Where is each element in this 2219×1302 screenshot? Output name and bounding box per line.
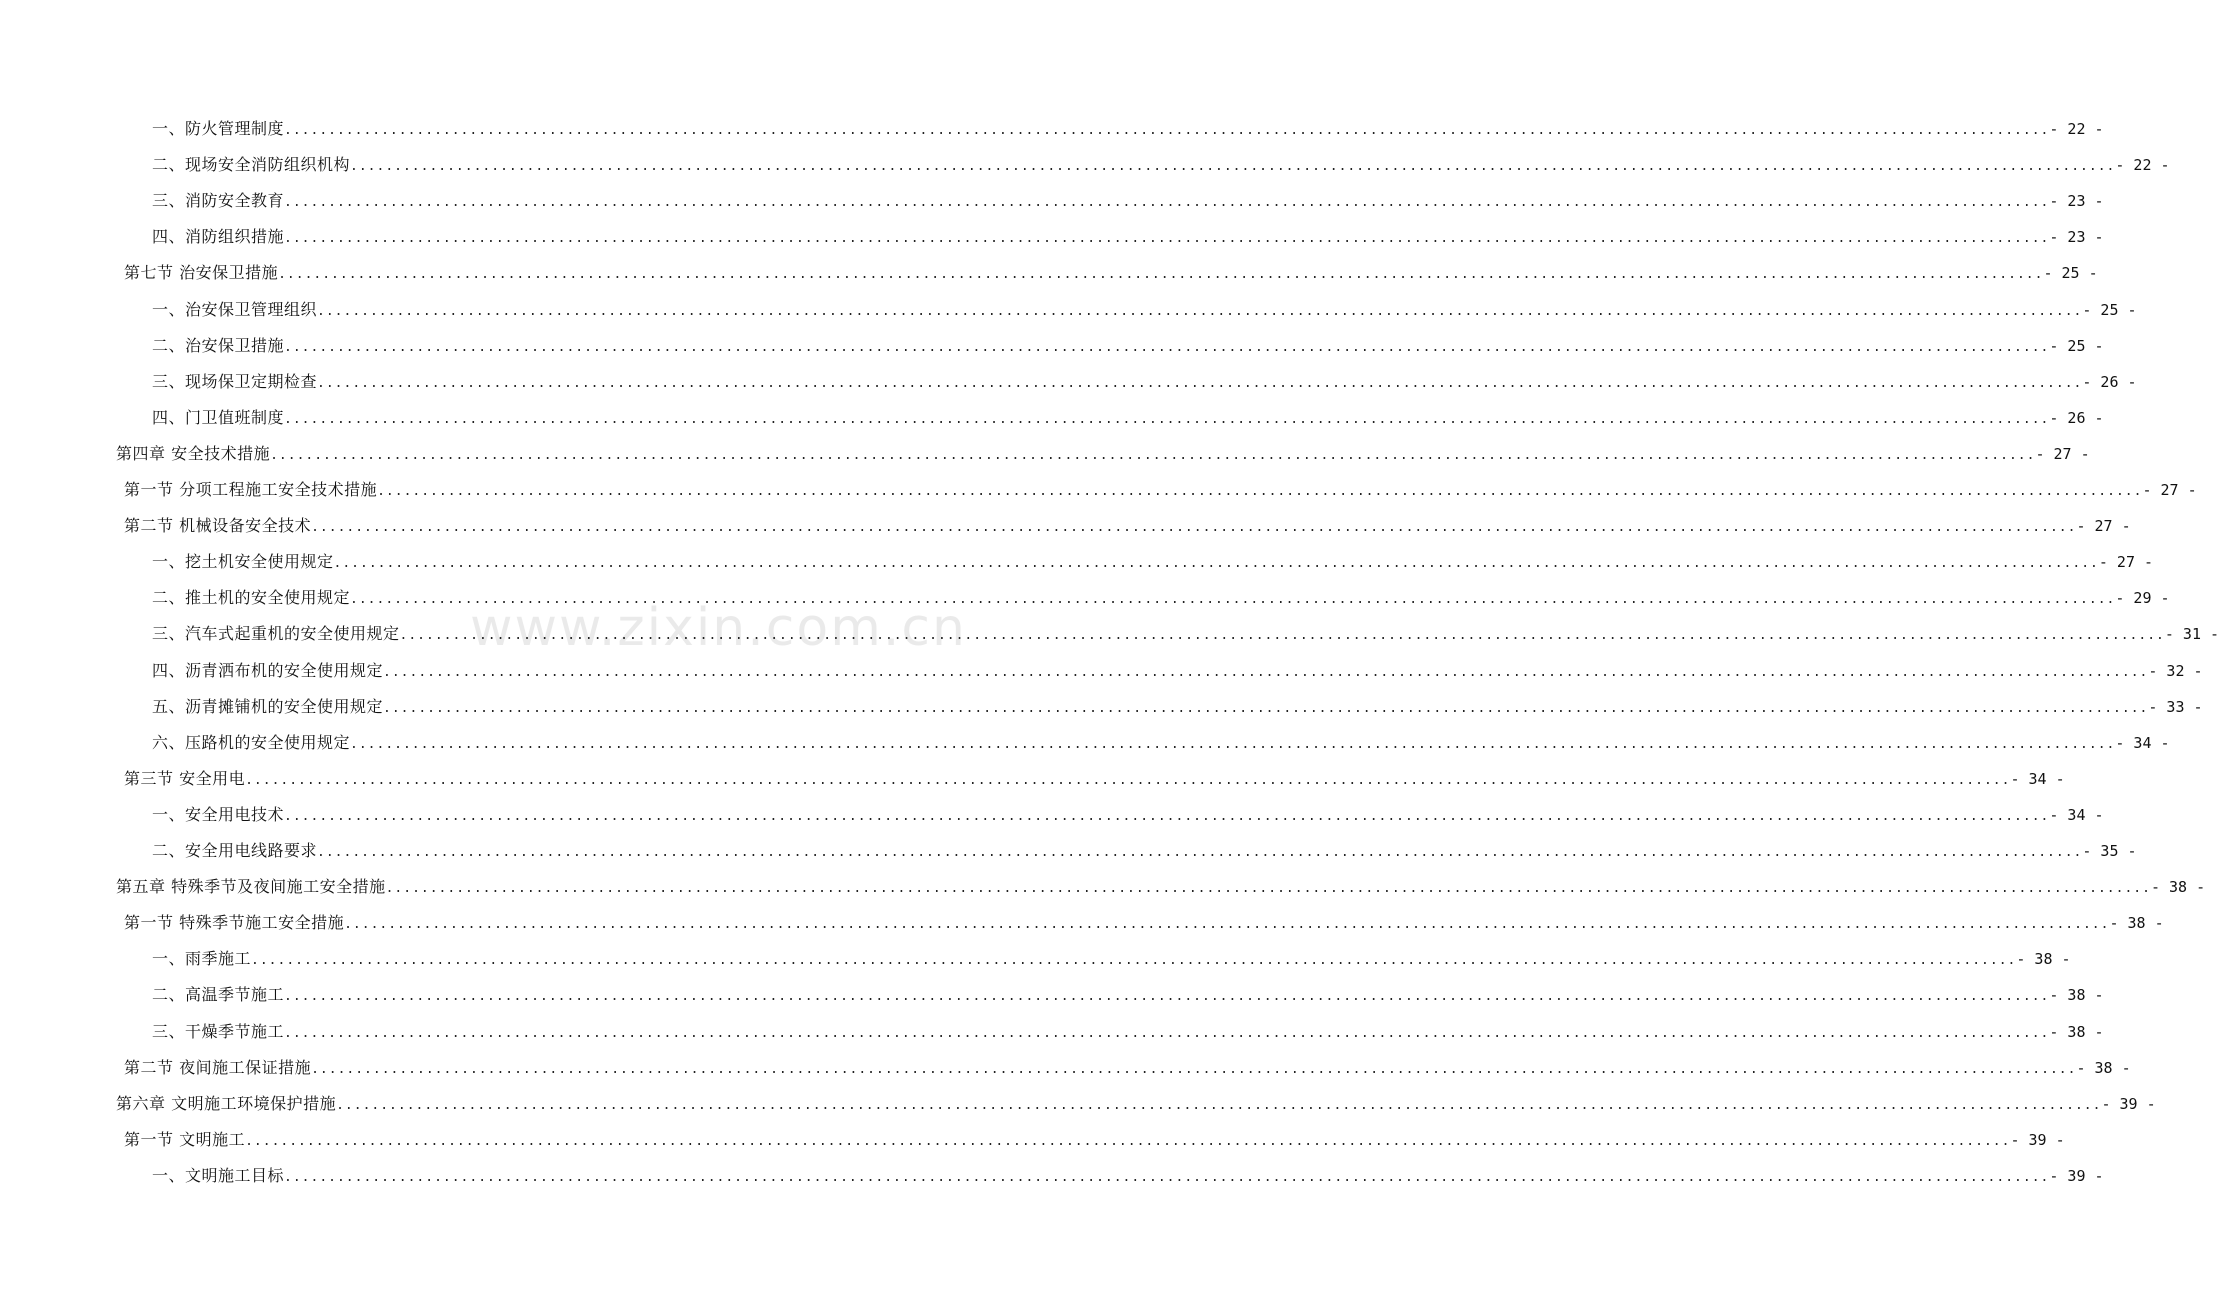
toc-entry-page-number: - 35 - bbox=[2082, 842, 2137, 860]
dot-leader: ........................................................................................................................................................................................................ bbox=[284, 340, 2050, 355]
toc-entry-title: 二、推土机的安全使用规定 bbox=[152, 588, 351, 607]
toc-entry-title: 二、安全用电线路要求 bbox=[152, 841, 318, 860]
toc-entry-title: 第一节 特殊季节施工安全措施 bbox=[124, 913, 345, 932]
toc-entry-title: 第一节 文明施工 bbox=[124, 1130, 246, 1149]
toc-entry[interactable] bbox=[152, 1019, 2104, 1045]
toc-entry-page-number: - 34 - bbox=[2115, 734, 2170, 752]
toc-entry[interactable] bbox=[152, 730, 2170, 756]
dot-leader: ........................................................................................................................................................................................................ bbox=[333, 556, 2099, 571]
toc-entry-title: 一、挖土机安全使用规定 bbox=[152, 552, 334, 571]
toc-entry[interactable] bbox=[124, 1055, 2131, 1081]
toc-entry-title: 第二节 夜间施工保证措施 bbox=[124, 1058, 312, 1077]
dot-leader: ........................................................................................................................................................................................................ bbox=[284, 123, 2050, 138]
toc-entry-page-number: - 39 - bbox=[2101, 1095, 2156, 1113]
toc-entry[interactable] bbox=[152, 188, 2104, 214]
toc-entry-title: 第四章 安全技术措施 bbox=[116, 444, 271, 463]
toc-entry-title: 一、安全用电技术 bbox=[152, 805, 285, 824]
toc-entry[interactable] bbox=[152, 946, 2071, 972]
toc-entry[interactable] bbox=[152, 838, 2137, 864]
toc-entry-page-number: - 27 - bbox=[2098, 553, 2154, 571]
toc-entry[interactable] bbox=[116, 1091, 2156, 1117]
dot-leader: ........................................................................................................................................................................................................ bbox=[284, 412, 2050, 427]
dot-leader: ........................................................................................................................................................................................................ bbox=[336, 1098, 2102, 1113]
toc-entry-title: 三、现场保卫定期检查 bbox=[152, 372, 318, 391]
toc-entry[interactable] bbox=[152, 1163, 2104, 1189]
toc-entry-page-number: - 26 - bbox=[2049, 409, 2104, 427]
toc-entry-page-number: - 27 - bbox=[2076, 517, 2131, 535]
toc-entry-page-number: - 22 - bbox=[2049, 120, 2104, 138]
toc-entry[interactable] bbox=[124, 1127, 2065, 1153]
toc-entry-title: 第六章 文明施工环境保护措施 bbox=[116, 1094, 337, 1113]
dot-leader: ........................................................................................................................................................................................................ bbox=[317, 376, 2083, 391]
toc-entry[interactable] bbox=[152, 585, 2170, 611]
toc-entry-page-number: - 23 - bbox=[2049, 192, 2104, 210]
dot-leader: ........................................................................................................................................................................................................ bbox=[385, 881, 2151, 896]
toc-entry[interactable] bbox=[116, 441, 2090, 467]
toc-entry-title: 三、干燥季节施工 bbox=[152, 1022, 285, 1041]
toc-entry-title: 二、高温季节施工 bbox=[152, 985, 285, 1004]
dot-leader: ........................................................................................................................................................................................................ bbox=[245, 773, 2011, 788]
toc-entry-page-number: - 27 - bbox=[2035, 445, 2090, 463]
toc-entry-title: 第一节 分项工程施工安全技术措施 bbox=[124, 480, 378, 499]
dot-leader: ........................................................................................................................................................................................................ bbox=[284, 195, 2050, 210]
toc-entry-page-number: - 38 - bbox=[2049, 1023, 2104, 1041]
toc-entry[interactable] bbox=[152, 802, 2104, 828]
toc-entry[interactable] bbox=[152, 658, 2203, 684]
toc-entry-page-number: - 38 - bbox=[2150, 878, 2206, 896]
toc-entry-page-number: - 34 - bbox=[2049, 806, 2104, 824]
toc-entry-title: 三、消防安全教育 bbox=[152, 191, 285, 210]
toc-entry[interactable] bbox=[124, 477, 2197, 503]
toc-entry-page-number: - 25 - bbox=[2043, 264, 2098, 282]
dot-leader: ........................................................................................................................................................................................................ bbox=[278, 267, 2044, 282]
toc-entry-title: 四、消防组织措施 bbox=[152, 227, 285, 246]
toc-entry[interactable] bbox=[152, 621, 2219, 647]
toc-entry[interactable] bbox=[152, 694, 2203, 720]
dot-leader: ........................................................................................................................................................................................................ bbox=[284, 989, 2050, 1004]
toc-entry-page-number: - 32 - bbox=[2148, 662, 2203, 680]
dot-leader: ........................................................................................................................................................................................................ bbox=[284, 231, 2050, 246]
dot-leader: ........................................................................................................................................................................................................ bbox=[311, 1062, 2077, 1077]
toc-entry-title: 五、沥青摊铺机的安全使用规定 bbox=[152, 697, 384, 716]
dot-leader: ........................................................................................................................................................................................................ bbox=[383, 701, 2149, 716]
toc-entry-title: 二、现场安全消防组织机构 bbox=[152, 155, 351, 174]
dot-leader: ........................................................................................................................................................................................................ bbox=[251, 953, 2017, 968]
toc-entry-title: 第七节 治安保卫措施 bbox=[124, 263, 279, 282]
toc-entry-page-number: - 39 - bbox=[2049, 1167, 2104, 1185]
dot-leader: ........................................................................................................................................................................................................ bbox=[350, 592, 2116, 607]
toc-entry-page-number: - 38 - bbox=[2016, 950, 2071, 968]
toc-entry-title: 二、治安保卫措施 bbox=[152, 336, 285, 355]
toc-entry[interactable] bbox=[152, 152, 2170, 178]
toc-entry-title: 一、防火管理制度 bbox=[152, 119, 285, 138]
toc-entry-page-number: - 25 - bbox=[2082, 301, 2137, 319]
toc-entry-page-number: - 25 - bbox=[2049, 337, 2104, 355]
toc-entry-title: 第二节 机械设备安全技术 bbox=[124, 516, 312, 535]
dot-leader: ........................................................................................................................................................................................................ bbox=[350, 159, 2116, 174]
toc-entry-title: 三、汽车式起重机的安全使用规定 bbox=[152, 624, 400, 643]
toc-entry-page-number: - 29 - bbox=[2115, 589, 2170, 607]
toc-entry-page-number: - 27 - bbox=[2142, 481, 2197, 499]
toc-entry[interactable] bbox=[152, 297, 2137, 323]
dot-leader: ........................................................................................................................................................................................................ bbox=[317, 304, 2083, 319]
toc-entry[interactable] bbox=[152, 982, 2104, 1008]
dot-leader: ........................................................................................................................................................................................................ bbox=[399, 628, 2165, 643]
toc-entry[interactable] bbox=[152, 369, 2137, 395]
toc-entry-title: 一、文明施工目标 bbox=[152, 1166, 285, 1185]
dot-leader: ........................................................................................................................................................................................................ bbox=[270, 448, 2036, 463]
dot-leader: ........................................................................................................................................................................................................ bbox=[317, 845, 2083, 860]
toc-entry-page-number: - 38 - bbox=[2049, 986, 2104, 1004]
toc-entry-title: 一、治安保卫管理组织 bbox=[152, 300, 318, 319]
dot-leader: ........................................................................................................................................................................................................ bbox=[344, 917, 2110, 932]
toc-entry[interactable] bbox=[152, 224, 2104, 250]
toc-entry[interactable] bbox=[124, 513, 2131, 539]
toc-entry-title: 第三节 安全用电 bbox=[124, 769, 246, 788]
toc-entry[interactable] bbox=[116, 874, 2206, 900]
dot-leader: ........................................................................................................................................................................................................ bbox=[284, 1026, 2050, 1041]
toc-entry[interactable] bbox=[124, 766, 2065, 792]
toc-entry[interactable] bbox=[152, 405, 2104, 431]
toc-entry[interactable] bbox=[124, 910, 2164, 936]
toc-entry[interactable] bbox=[152, 549, 2154, 575]
dot-leader: ........................................................................................................................................................................................................ bbox=[284, 1170, 2050, 1185]
toc-entry-page-number: - 26 - bbox=[2082, 373, 2137, 391]
toc-entry[interactable] bbox=[152, 333, 2104, 359]
dot-leader: ........................................................................................................................................................................................................ bbox=[245, 1134, 2011, 1149]
toc-entry[interactable] bbox=[152, 116, 2104, 142]
toc-entry-page-number: - 22 - bbox=[2115, 156, 2170, 174]
dot-leader: ........................................................................................................................................................................................................ bbox=[383, 665, 2149, 680]
toc-entry-page-number: - 39 - bbox=[2010, 1131, 2065, 1149]
toc-entry-page-number: - 38 - bbox=[2109, 914, 2164, 932]
toc-entry-title: 四、门卫值班制度 bbox=[152, 408, 285, 427]
toc-entry-page-number: - 23 - bbox=[2049, 228, 2104, 246]
dot-leader: ........................................................................................................................................................................................................ bbox=[350, 737, 2116, 752]
toc-entry-title: 六、压路机的安全使用规定 bbox=[152, 733, 351, 752]
dot-leader: ........................................................................................................................................................................................................ bbox=[311, 520, 2077, 535]
toc-entry-page-number: - 33 - bbox=[2148, 698, 2203, 716]
dot-leader: ........................................................................................................................................................................................................ bbox=[284, 809, 2050, 824]
watermark: www.zixin.com.cn bbox=[470, 598, 967, 658]
toc-entry-title: 第五章 特殊季节及夜间施工安全措施 bbox=[116, 877, 386, 896]
dot-leader: ........................................................................................................................................................................................................ bbox=[377, 484, 2143, 499]
toc-entry-page-number: - 31 - bbox=[2164, 625, 2219, 643]
toc-entry-title: 一、雨季施工 bbox=[152, 949, 252, 968]
toc-entry-page-number: - 38 - bbox=[2076, 1059, 2131, 1077]
toc-entry[interactable] bbox=[124, 260, 2098, 286]
toc-entry-title: 四、沥青洒布机的安全使用规定 bbox=[152, 661, 384, 680]
toc-entry-page-number: - 34 - bbox=[2010, 770, 2065, 788]
